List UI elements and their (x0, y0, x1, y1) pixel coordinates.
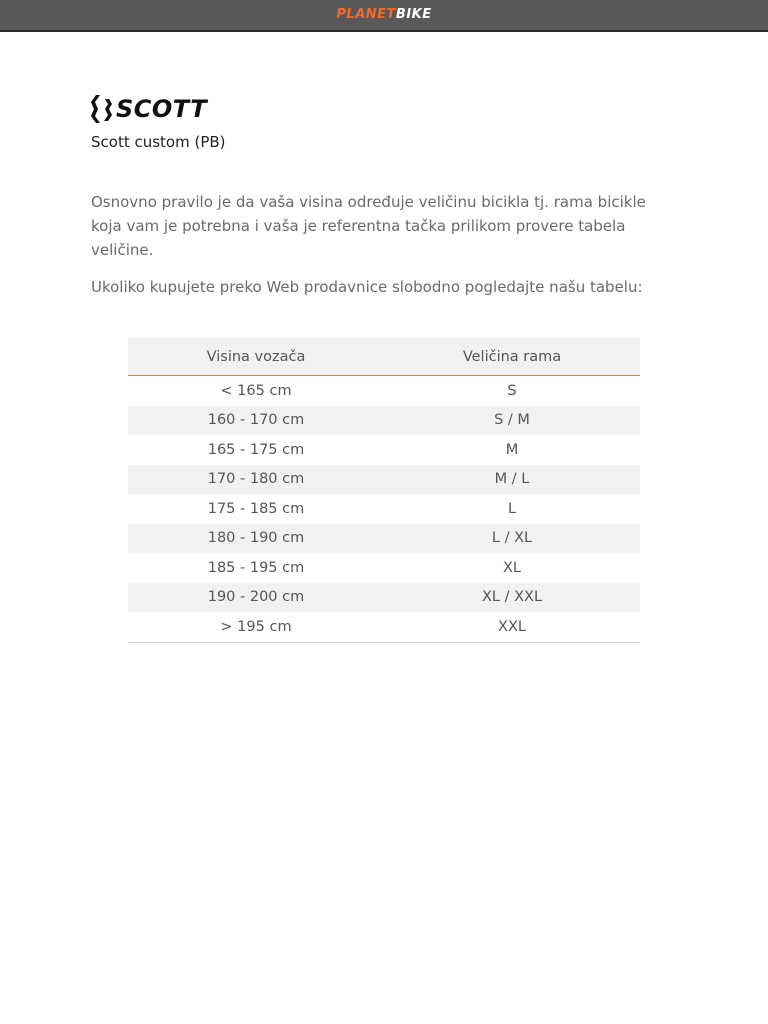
brand-part-planet: PLANET (336, 6, 396, 22)
table-row (128, 612, 640, 642)
height-cell: 175 - 185 cm (128, 494, 384, 524)
size-table (128, 338, 640, 643)
page-subtitle: Scott custom (PB) (91, 133, 226, 151)
height-cell: 180 - 190 cm (128, 524, 384, 554)
table-row (128, 494, 640, 524)
height-cell: 160 - 170 cm (128, 406, 384, 436)
scott-logo (90, 94, 240, 124)
size-cell: L (384, 494, 640, 524)
header-rider-height: Visina vozača (128, 338, 384, 376)
height-cell: 165 - 175 cm (128, 435, 384, 465)
size-cell: XXL (384, 612, 640, 642)
height-cell: 190 - 200 cm (128, 583, 384, 613)
table-row (128, 583, 640, 613)
table-row (128, 465, 640, 495)
table-intro-paragraph: Ukoliko kupujete preko Web prodavnice slobodno pogledajte našu tabelu: (91, 278, 643, 296)
size-cell: M / L (384, 465, 640, 495)
table-row (128, 553, 640, 583)
height-cell: < 165 cm (128, 376, 384, 406)
header-frame-size: Veličina rama (384, 338, 640, 376)
table-row (128, 524, 640, 554)
planetbike-logo[interactable] (336, 7, 431, 22)
table-row (128, 376, 640, 406)
intro-paragraph: Osnovno pravilo je da vaša visina određuje veličinu bicikla tj. rama bicikle koja vam je potrebna i vaša je referentna tačka prilikom provere tabela veličine. (91, 193, 646, 259)
scott-logo-icon (90, 94, 114, 124)
top-bar (0, 0, 768, 32)
scott-logo-text: SCOTT (116, 95, 208, 123)
size-cell: XL / XXL (384, 583, 640, 613)
table-header-row (128, 338, 640, 376)
size-cell: M (384, 435, 640, 465)
height-cell: 185 - 195 cm (128, 553, 384, 583)
height-cell: > 195 cm (128, 612, 384, 642)
size-cell: L / XL (384, 524, 640, 554)
size-cell: S (384, 376, 640, 406)
size-cell: S / M (384, 406, 640, 436)
brand-part-bike: BIKE (395, 6, 432, 22)
size-cell: XL (384, 553, 640, 583)
table-row (128, 406, 640, 436)
height-cell: 170 - 180 cm (128, 465, 384, 495)
table-row (128, 435, 640, 465)
